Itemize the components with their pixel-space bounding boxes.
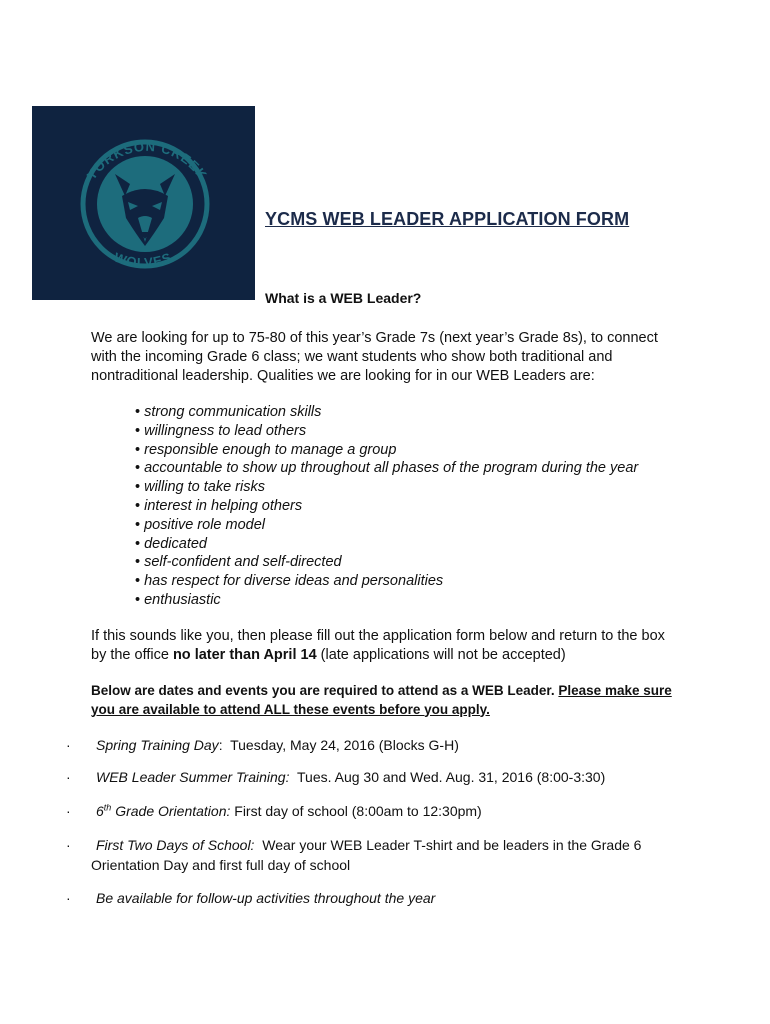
- events-note-text: Below are dates and events you are required to attend as a WEB Leader.: [91, 683, 559, 698]
- list-item: • responsible enough to manage a group: [135, 441, 638, 460]
- bullet-mark: ·: [66, 803, 71, 819]
- event-separator: :: [218, 737, 223, 753]
- section-heading: What is a WEB Leader?: [265, 290, 422, 306]
- event-body: [96, 888, 696, 908]
- event-label: Be available for follow-up activities throughout the year: [96, 890, 436, 906]
- school-logo: [32, 106, 255, 300]
- deadline-text: no later than April 14: [172, 647, 317, 663]
- list-item: • has respect for diverse ideas and personalities: [135, 572, 638, 591]
- event-label-ordinal: th: [103, 802, 112, 813]
- list-item: • enthusiastic: [135, 591, 638, 610]
- event-detail: First day of school (8:00am to 12:30pm): [230, 803, 482, 819]
- list-item: • interest in helping others: [135, 497, 638, 516]
- svg-text:WOLVES: [112, 249, 174, 270]
- intro-paragraph: We are looking for up to 75-80 of this year’s Grade 7s (next year’s Grade 8s), to connect with the incoming Grade 6 class; we want students who show both traditional and nontraditional leadership. Qualities we are looking for in our WEB Leaders are:: [91, 330, 658, 384]
- event-label: Spring Training Day: [96, 737, 219, 753]
- bullet-mark: ·: [66, 890, 71, 906]
- closing-text-after: (late applications will not be accepted): [316, 647, 566, 663]
- logo-top-text: YORKSON CREEK: [83, 138, 211, 183]
- closing-text: If this sounds like you, then please fill out the application form below and return to the box by the office: [91, 628, 665, 663]
- list-item: • willing to take risks: [135, 478, 638, 497]
- wolf-emblem: [32, 106, 255, 300]
- event-detail: Tues. Aug 30 and Wed. Aug. 31, 2016 (8:00-3:30): [289, 769, 606, 785]
- events-note: [91, 682, 691, 719]
- event-detail-continued: Orientation Day and first full day of school: [91, 857, 351, 873]
- qualities-list: [135, 403, 638, 610]
- bullet-mark: ·: [66, 837, 71, 853]
- closing-paragraph: [91, 627, 681, 665]
- list-item: • willingness to lead others: [135, 422, 638, 441]
- event-detail: Tuesday, May 24, 2016 (Blocks G-H): [222, 737, 459, 753]
- form-title: YCMS WEB LEADER APPLICATION FORM: [265, 209, 630, 229]
- list-item: • accountable to show up throughout all phases of the program during the year: [135, 459, 638, 478]
- bullet-mark: ·: [66, 769, 71, 785]
- event-label: Grade Orientation:: [111, 803, 231, 819]
- event-label: WEB Leader Summer Training:: [96, 769, 290, 785]
- event-body: [96, 767, 696, 787]
- event-label-number: 6: [96, 803, 104, 819]
- events-note-emphasis: Please make sure you are available to attend ALL these events before you apply.: [91, 683, 672, 717]
- event-body: [96, 801, 696, 821]
- event-detail: Wear your WEB Leader T-shirt and be leaders in the Grade 6: [254, 837, 642, 853]
- event-body: [96, 735, 696, 755]
- event-body: [91, 835, 696, 875]
- list-item: • strong communication skills: [135, 403, 638, 422]
- list-item: • positive role model: [135, 516, 638, 535]
- list-item: • self-confident and self-directed: [135, 553, 638, 572]
- list-item: • dedicated: [135, 535, 638, 554]
- event-label: First Two Days of School:: [96, 837, 255, 853]
- logo-bottom-text: WOLVES: [112, 249, 174, 271]
- bullet-mark: ·: [66, 737, 71, 753]
